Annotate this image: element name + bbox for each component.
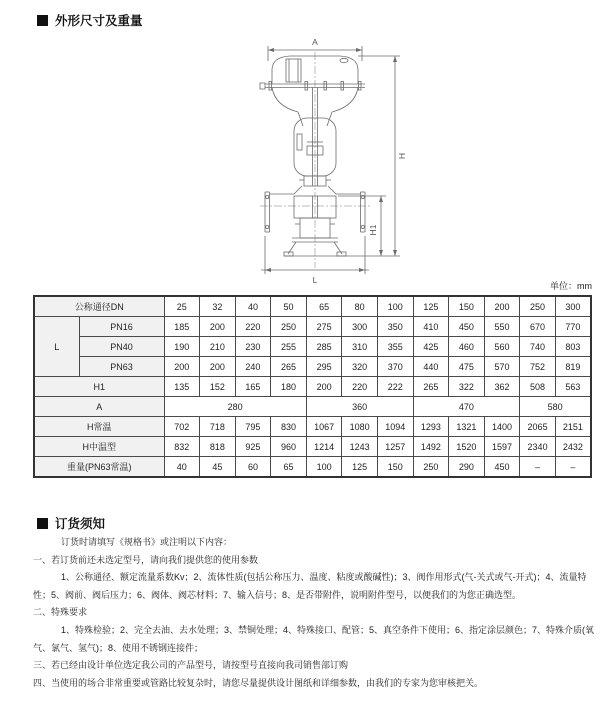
dims-table-body [34, 296, 591, 477]
table-row [34, 437, 591, 457]
h-mid-value: 1520 [449, 437, 485, 457]
h-mid-value: 1597 [484, 437, 520, 457]
h-normal-value: 718 [200, 417, 236, 437]
h-normal-value: 702 [164, 417, 200, 437]
weight-value: 60 [235, 457, 271, 478]
h-mid-value: 1214 [306, 437, 342, 457]
h1-value: 563 [555, 377, 591, 397]
h1-value: 508 [520, 377, 556, 397]
h1-value: 322 [449, 377, 485, 397]
l-value: 200 [200, 357, 236, 377]
unit-note: 单位：mm [550, 281, 592, 291]
h-mid-value: 2432 [555, 437, 591, 457]
l-value: 670 [520, 317, 556, 337]
row-label-h1: H1 [34, 377, 164, 397]
dn-value: 200 [484, 296, 520, 317]
ordering-line: 1、公称通径、额定流量系数Kv；2、流体性质(包括公称压力、温度、粘度或酸碱性)；3、阀作用形式(气-关式或气-开式)；4、流量特 [61, 572, 587, 583]
h-mid-value: 1257 [377, 437, 413, 457]
h-normal-value: 1400 [484, 417, 520, 437]
ordering-line: 三、若已经由设计单位选定我公司的产品型号，请按型号直接向我司销售部订购 [33, 660, 349, 671]
ordering-section-title-text: 订货须知 [55, 517, 106, 531]
l-value: 255 [271, 337, 307, 357]
weight-value: – [520, 457, 556, 478]
l-value: 200 [164, 357, 200, 377]
h-mid-value: 1492 [413, 437, 449, 457]
h1-value: 200 [306, 377, 342, 397]
h-mid-value: 832 [164, 437, 200, 457]
h-normal-value: 1067 [306, 417, 342, 437]
valve-drawing-svg [248, 34, 412, 288]
dn-value: 50 [271, 296, 307, 317]
l-value: 770 [555, 317, 591, 337]
l-value: 200 [200, 317, 236, 337]
l-value: 265 [271, 357, 307, 377]
valve-outline-drawing [248, 34, 412, 288]
l-value: 550 [484, 317, 520, 337]
table-row [34, 417, 591, 437]
dn-value: 32 [200, 296, 236, 317]
l-value: 295 [306, 357, 342, 377]
square-bullet-icon [37, 518, 48, 529]
h-mid-value: 960 [271, 437, 307, 457]
dims-section-title [37, 11, 143, 29]
ordering-line: 气、氯气、氢气)；8、使用不锈钢连接件； [33, 642, 204, 653]
a-value: 360 [306, 397, 413, 417]
dn-value: 150 [449, 296, 485, 317]
dn-value: 250 [520, 296, 556, 317]
l-value: 185 [164, 317, 200, 337]
l-value: 350 [377, 317, 413, 337]
table-row [34, 357, 591, 377]
ordering-notes [33, 534, 599, 692]
weight-value: 40 [164, 457, 200, 478]
l-value: 752 [520, 357, 556, 377]
h-mid-value: 925 [235, 437, 271, 457]
l-value: 320 [342, 357, 378, 377]
dn-value: 300 [555, 296, 591, 317]
h-normal-value: 2151 [555, 417, 591, 437]
dim-label-l: L [312, 275, 318, 285]
weight-value: 125 [342, 457, 378, 478]
row-label-weight: 重量(PN63常温) [34, 457, 164, 478]
h1-value: 180 [271, 377, 307, 397]
ordering-line: 四、当使用的场合非常重要或管路比较复杂时，请您尽量提供设计图纸和详细参数，由我们的专家为您审核把关。 [33, 677, 484, 688]
l-value: 460 [449, 337, 485, 357]
l-value: 310 [342, 337, 378, 357]
l-value: 370 [377, 357, 413, 377]
table-row [34, 296, 591, 317]
table-row [34, 317, 591, 337]
dim-label-h1: H1 [368, 224, 378, 236]
dn-value: 80 [342, 296, 378, 317]
row-label-pn: PN40 [79, 337, 164, 357]
l-value: 250 [271, 317, 307, 337]
row-label-h-normal: H常温 [34, 417, 164, 437]
weight-value: 250 [413, 457, 449, 478]
a-value: 470 [413, 397, 520, 417]
h-normal-value: 1321 [449, 417, 485, 437]
l-value: 740 [520, 337, 556, 357]
dn-value: 25 [164, 296, 200, 317]
h-normal-value: 830 [271, 417, 307, 437]
weight-value: – [555, 457, 591, 478]
square-bullet-icon [37, 15, 48, 26]
row-label-pn: PN16 [79, 317, 164, 337]
ordering-line: 1、特殊检验；2、完全去油、去水处理；3、禁铜处理；4、特殊接口、配管；5、真空条件下使用；6、指定涂层颜色；7、特殊介质(氧 [61, 624, 595, 635]
l-value: 410 [413, 317, 449, 337]
h1-value: 265 [413, 377, 449, 397]
l-value: 560 [484, 337, 520, 357]
ordering-section-title [37, 514, 105, 532]
weight-value: 450 [484, 457, 520, 478]
h1-value: 222 [377, 377, 413, 397]
table-row [34, 337, 591, 357]
dn-value: 40 [235, 296, 271, 317]
dimensions-table [33, 295, 592, 478]
col-header-dn: 公称通径DN [34, 296, 164, 317]
dim-label-a: A [312, 37, 318, 47]
l-value: 230 [235, 337, 271, 357]
weight-value: 150 [377, 457, 413, 478]
l-value: 210 [200, 337, 236, 357]
table-row [34, 397, 591, 417]
l-value: 300 [342, 317, 378, 337]
ordering-line: 一、若订货前还未选定型号，请向我们提供您的使用参数 [33, 554, 259, 565]
h-normal-value: 1094 [377, 417, 413, 437]
row-label-a: A [34, 397, 164, 417]
a-value: 280 [164, 397, 306, 417]
row-label-l: L [34, 317, 79, 377]
l-value: 285 [306, 337, 342, 357]
h1-value: 152 [200, 377, 236, 397]
h-normal-value: 2065 [520, 417, 556, 437]
h-normal-value: 1080 [342, 417, 378, 437]
l-value: 275 [306, 317, 342, 337]
l-value: 240 [235, 357, 271, 377]
a-value: 580 [520, 397, 591, 417]
l-value: 475 [449, 357, 485, 377]
l-value: 190 [164, 337, 200, 357]
h-normal-value: 795 [235, 417, 271, 437]
h-mid-value: 2340 [520, 437, 556, 457]
dims-section-title-text: 外形尺寸及重量 [55, 14, 143, 28]
h1-value: 165 [235, 377, 271, 397]
weight-value: 290 [449, 457, 485, 478]
ordering-line: 性；5、阀前、阀后压力；6、阀体、阀芯材料；7、输入信号；8、是否带附件，说明附件型号，以便我们的为您正确选型。 [33, 589, 522, 600]
dim-label-h: H [397, 152, 407, 160]
h1-value: 220 [342, 377, 378, 397]
row-label-pn: PN63 [79, 357, 164, 377]
h-mid-value: 818 [200, 437, 236, 457]
l-value: 819 [555, 357, 591, 377]
l-value: 425 [413, 337, 449, 357]
l-value: 220 [235, 317, 271, 337]
h1-value: 135 [164, 377, 200, 397]
table-row [34, 377, 591, 397]
l-value: 440 [413, 357, 449, 377]
ordering-line: 订货时请填写《规格书》或注明以下内容： [61, 537, 233, 547]
l-value: 570 [484, 357, 520, 377]
dn-value: 125 [413, 296, 449, 317]
l-value: 803 [555, 337, 591, 357]
l-value: 355 [377, 337, 413, 357]
l-value: 450 [449, 317, 485, 337]
row-label-h-mid: H中温型 [34, 437, 164, 457]
dn-value: 100 [377, 296, 413, 317]
h1-value: 362 [484, 377, 520, 397]
ordering-line: 二、特殊要求 [33, 607, 88, 618]
weight-value: 65 [271, 457, 307, 478]
h-normal-value: 1293 [413, 417, 449, 437]
table-row [34, 457, 591, 478]
h-mid-value: 1243 [342, 437, 378, 457]
dn-value: 65 [306, 296, 342, 317]
weight-value: 45 [200, 457, 236, 478]
weight-value: 100 [306, 457, 342, 478]
